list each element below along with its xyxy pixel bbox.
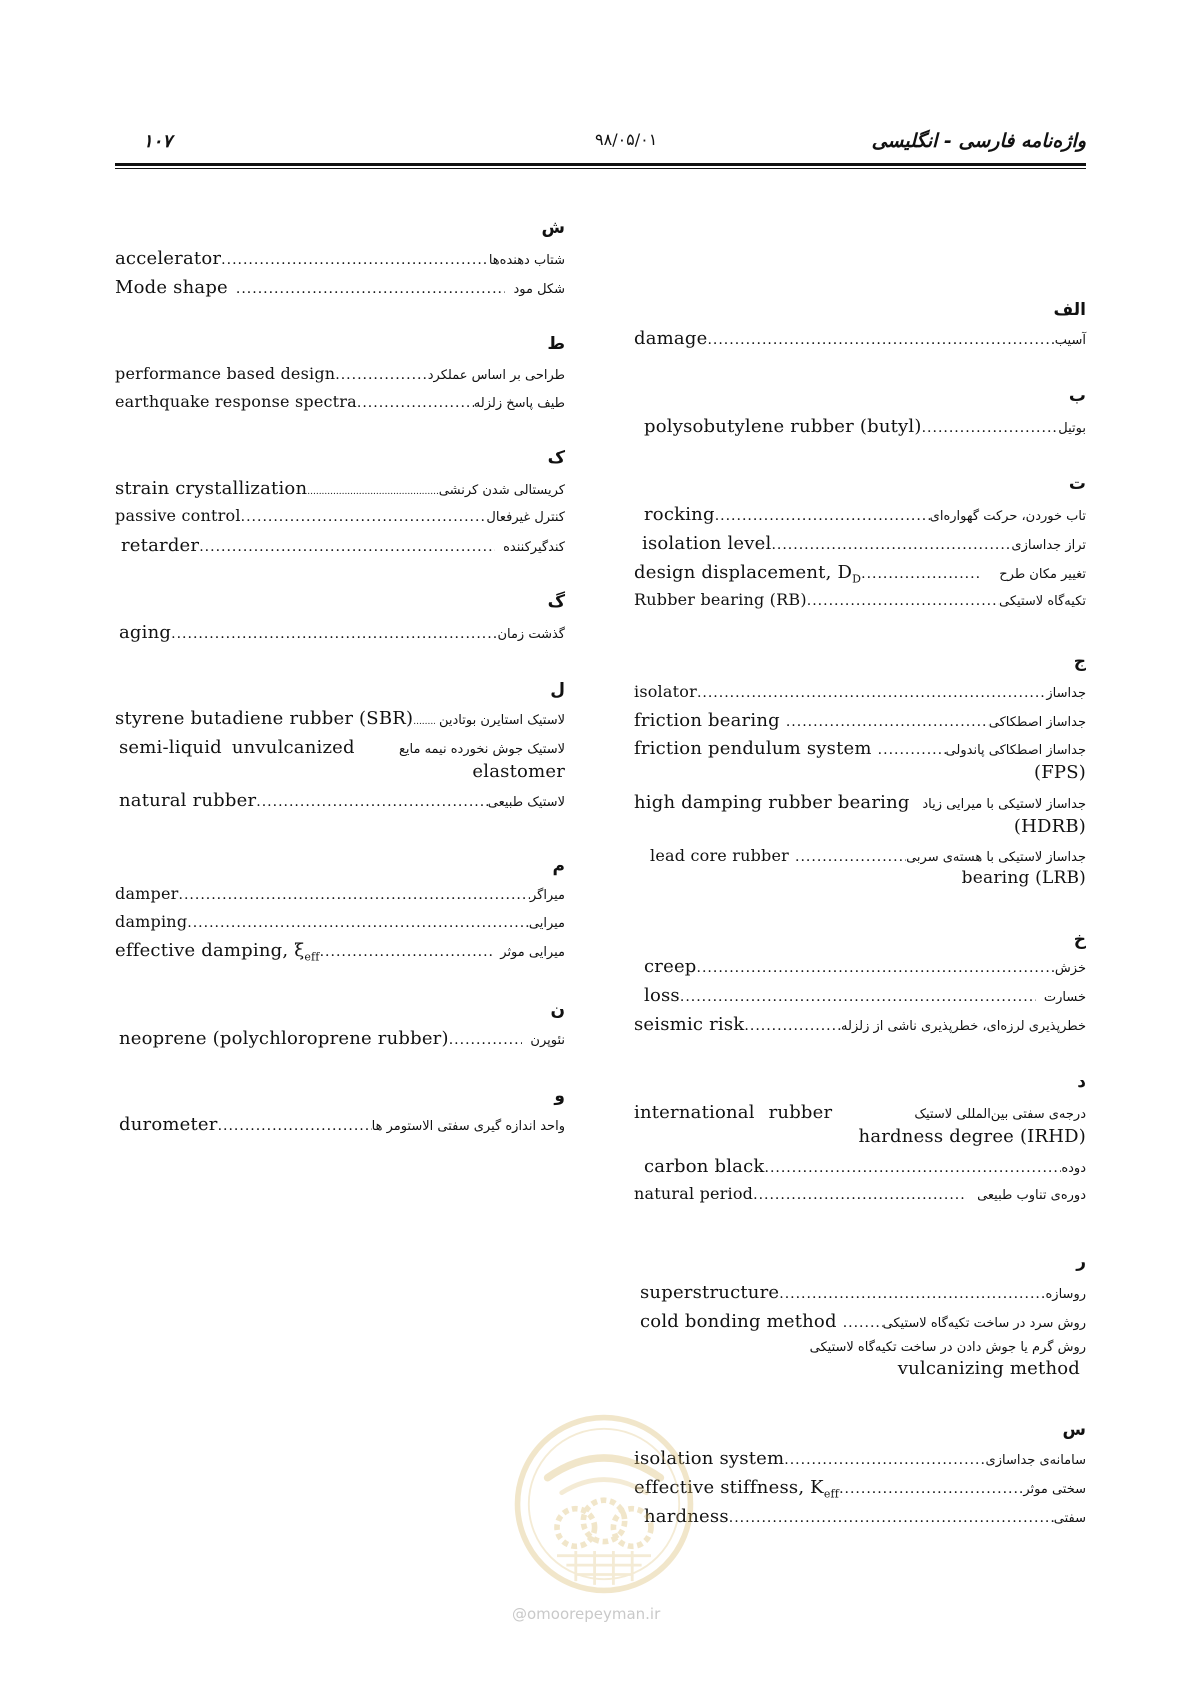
entry-persian: تراز جداسازی bbox=[1011, 538, 1086, 553]
leader-dots bbox=[807, 593, 999, 609]
entry-persian: خزش bbox=[1054, 961, 1086, 976]
entry-persian: لاستیک جوش نخورده نیمه مایع bbox=[398, 742, 565, 757]
entry-persian: طیف پاسخ زلزله bbox=[473, 396, 565, 411]
entry-english: natural rubber bbox=[119, 790, 257, 811]
entry-english: friction pendulum system bbox=[634, 738, 872, 759]
entry-english: earthquake response spectra bbox=[115, 392, 357, 411]
leader-dots bbox=[771, 537, 1011, 553]
entry-persian: درجه‌ی سفتی بین‌المللی لاستیک bbox=[914, 1107, 1086, 1122]
entry-persian: جداساز لاستیکی با هسته‌ی سربی bbox=[906, 850, 1086, 865]
glossary-entry bbox=[115, 884, 565, 903]
section-letter-be: ب bbox=[1068, 386, 1086, 406]
glossary-entry bbox=[115, 506, 565, 525]
entry-persian: تکیه‌گاه لاستیکی bbox=[999, 594, 1086, 609]
entry-english: natural period bbox=[634, 1184, 754, 1203]
header-rule-thin bbox=[115, 168, 1086, 169]
entry-persian: جداساز اصطکاکی bbox=[988, 715, 1086, 730]
leader-dots bbox=[307, 487, 439, 497]
entry-persian: واحد اندازه گیری سفتی الاستومر ها bbox=[371, 1119, 565, 1134]
glossary-entry bbox=[115, 708, 565, 729]
entry-english: friction bearing bbox=[634, 710, 780, 731]
entry-english: damping bbox=[115, 912, 188, 931]
entry-persian: سفتی bbox=[1053, 1511, 1086, 1526]
entry-english: styrene butadiene rubber (SBR) bbox=[115, 708, 414, 729]
section-letter-lam: ل bbox=[550, 680, 565, 700]
section-letter-re: ر bbox=[1076, 1252, 1086, 1272]
entry-english: accelerator bbox=[115, 248, 222, 269]
glossary-entry bbox=[115, 790, 565, 811]
leader-dots bbox=[221, 252, 489, 268]
glossary-entry bbox=[634, 533, 1086, 554]
leader-dots bbox=[753, 1187, 967, 1203]
entry-persian: کندگیرکننده bbox=[503, 540, 565, 555]
glossary-entry bbox=[634, 682, 1086, 701]
entry-english: Mode shape bbox=[115, 277, 228, 298]
entry-english: high damping rubber bearing bbox=[634, 792, 910, 813]
section-letter-kaf: ک bbox=[547, 448, 565, 468]
entry-persian: دوره‌ی تناوب طبیعی bbox=[977, 1188, 1086, 1203]
entry-persian: خسارت bbox=[1043, 990, 1086, 1005]
leader-dots bbox=[236, 281, 506, 297]
glossary-entry bbox=[634, 710, 1086, 731]
entry-english: superstructure bbox=[640, 1282, 780, 1303]
entry-persian: میرایی bbox=[528, 916, 565, 931]
glossary-entry bbox=[115, 1114, 565, 1135]
entry-english: durometer bbox=[119, 1114, 218, 1135]
glossary-entry bbox=[634, 1014, 1086, 1035]
entry-persian: شتاب دهنده‌ها bbox=[488, 253, 565, 268]
glossary-entry bbox=[634, 1102, 1086, 1147]
entry-persian: جداساز bbox=[1046, 686, 1086, 701]
entry-english bbox=[634, 562, 861, 586]
glossary-entry bbox=[115, 248, 565, 269]
glossary-entry bbox=[115, 737, 565, 782]
header-rule-thick bbox=[115, 163, 1086, 166]
entry-english: neoprene (polychloroprene rubber) bbox=[119, 1028, 449, 1049]
entry-persian: نئوپرن bbox=[530, 1033, 565, 1048]
glossary-entry bbox=[634, 738, 1086, 783]
leader-dots bbox=[715, 508, 930, 524]
glossary-entry bbox=[634, 1282, 1086, 1303]
entry-english-continued: bearing (LRB) bbox=[961, 868, 1086, 888]
entry-persian: سختی موثر bbox=[1023, 1482, 1086, 1497]
entry-persian: کنترل غیرفعال bbox=[486, 510, 565, 525]
leader-dots bbox=[861, 566, 979, 582]
entry-persian: کریستالی شدن کرنشی bbox=[438, 483, 565, 498]
entry-persian: بوتیل bbox=[1058, 421, 1086, 436]
entry-english-continued: (HDRB) bbox=[1013, 816, 1086, 837]
subscript: eff bbox=[823, 1487, 840, 1501]
leader-dots bbox=[707, 332, 1054, 348]
entry-english: seismic risk bbox=[634, 1014, 745, 1035]
glossary-entry bbox=[115, 622, 565, 643]
glossary-entry bbox=[115, 277, 565, 298]
watermark-url: @omoorepeyman.ir bbox=[512, 1605, 661, 1623]
leader-dots bbox=[320, 944, 493, 960]
subscript: eff bbox=[304, 950, 320, 964]
section-letter-vav: و bbox=[554, 1086, 565, 1106]
glossary-entry bbox=[115, 912, 565, 931]
entry-english-text: effective damping, ξ bbox=[115, 940, 305, 961]
entry-english: damage bbox=[634, 328, 708, 349]
entry-persian: سامانه‌ی جداسازی bbox=[985, 1453, 1086, 1468]
entry-english: aging bbox=[119, 622, 172, 643]
watermark-seal-icon bbox=[510, 1410, 698, 1598]
leader-dots bbox=[171, 626, 497, 642]
entry-english: creep bbox=[644, 956, 697, 977]
section-letter-te: ت bbox=[1068, 474, 1086, 494]
entry-persian: تغییر مکان طرح bbox=[999, 567, 1086, 582]
entry-english-text: effective stiffness, K bbox=[634, 1477, 824, 1498]
page-header bbox=[115, 125, 1086, 165]
leader-dots bbox=[795, 849, 906, 865]
glossary-entry bbox=[634, 846, 1086, 888]
section-letter-nun: ن bbox=[550, 1000, 565, 1020]
glossary-entry bbox=[634, 1477, 1086, 1501]
glossary-entry bbox=[634, 504, 1086, 525]
glossary-entry bbox=[115, 940, 565, 964]
leader-dots bbox=[241, 509, 487, 525]
leader-dots bbox=[335, 367, 427, 383]
leader-dots bbox=[449, 1032, 523, 1048]
running-title: واژه‌نامه فارسی - انگلیسی bbox=[871, 130, 1086, 152]
entry-persian: میرایی موثر bbox=[500, 945, 565, 960]
page-number: ۱۰۷ bbox=[143, 131, 173, 152]
glossary-entry bbox=[634, 1156, 1086, 1177]
leader-dots bbox=[843, 1315, 883, 1331]
leader-dots bbox=[729, 1510, 1054, 1526]
entry-english: semi-liquid unvulcanized bbox=[119, 737, 355, 758]
glossary-entry bbox=[634, 1311, 1086, 1332]
entry-persian: لاستیک استایرن بوتادین bbox=[439, 713, 565, 728]
header-date: ۹۸/۰۵/۰۱ bbox=[595, 130, 658, 149]
section-letter-shin: ش bbox=[541, 218, 565, 238]
entry-persian: روش سرد در ساخت تکیه‌گاه لاستیکی bbox=[882, 1316, 1086, 1331]
section-letter-khe: خ bbox=[1073, 930, 1086, 950]
entry-english-continued: elastomer bbox=[472, 761, 565, 782]
glossary-entry bbox=[634, 1448, 1086, 1469]
entry-english: polysobutylene rubber (butyl) bbox=[644, 416, 922, 437]
entry-english: strain crystallization bbox=[115, 478, 308, 499]
leader-dots bbox=[839, 1481, 1023, 1497]
entry-english: hardness bbox=[644, 1506, 729, 1527]
glossary-entry bbox=[634, 590, 1086, 609]
leader-dots bbox=[187, 915, 529, 931]
entry-persian: تاب خوردن، حرکت گهواره‌ای bbox=[929, 509, 1086, 524]
glossary-entry bbox=[634, 1184, 1086, 1203]
leader-dots bbox=[256, 794, 488, 810]
leader-dots bbox=[697, 685, 1046, 701]
entry-english: international rubber bbox=[634, 1102, 833, 1123]
glossary-entry bbox=[115, 1028, 565, 1049]
entry-english: lead core rubber bbox=[650, 846, 790, 865]
section-letter-jim: ج bbox=[1073, 652, 1086, 672]
entry-persian: آسیب bbox=[1054, 333, 1086, 348]
entry-english: loss bbox=[644, 985, 680, 1006]
entry-persian: روش گرم یا جوش دادن در ساخت تکیه‌گاه لاستیکی bbox=[809, 1340, 1086, 1355]
glossary-entry bbox=[634, 956, 1086, 977]
leader-dots bbox=[218, 1118, 372, 1134]
subscript: D bbox=[852, 572, 862, 586]
entry-english bbox=[115, 940, 320, 964]
leader-dots bbox=[744, 1018, 841, 1034]
entry-english: isolator bbox=[634, 682, 697, 701]
entry-english: carbon black bbox=[644, 1156, 765, 1177]
leader-dots bbox=[786, 714, 989, 730]
leader-dots bbox=[697, 960, 1055, 976]
entry-persian: لاستیک طبیعی bbox=[487, 795, 565, 810]
section-letter-alef: الف bbox=[1053, 300, 1086, 320]
leader-dots bbox=[878, 742, 946, 758]
section-letter-ta: ط bbox=[547, 334, 565, 354]
entry-persian: گذشت زمان bbox=[497, 627, 565, 642]
entry-english-continued: hardness degree (IRHD) bbox=[858, 1126, 1086, 1147]
entry-persian: روسازه bbox=[1045, 1287, 1086, 1302]
section-letter-dal: د bbox=[1077, 1072, 1086, 1092]
leader-dots bbox=[413, 717, 435, 727]
glossary-entry bbox=[115, 364, 565, 383]
entry-english: Rubber bearing (RB) bbox=[634, 590, 807, 609]
glossary-entry bbox=[634, 562, 1086, 586]
leader-dots bbox=[922, 420, 1059, 436]
entry-english-text: design displacement, D bbox=[634, 562, 853, 583]
glossary-entry bbox=[115, 478, 565, 499]
leader-dots bbox=[179, 887, 530, 903]
entry-persian: جداساز اصطکاکی پاندولی bbox=[945, 743, 1086, 758]
entry-english: cold bonding method bbox=[640, 1311, 837, 1332]
entry-persian: طراحی بر اساس عملکرد bbox=[427, 368, 565, 383]
entry-persian: دوده bbox=[1061, 1161, 1086, 1176]
leader-dots bbox=[765, 1160, 1062, 1176]
glossary-entry bbox=[634, 328, 1086, 349]
glossary-entry bbox=[115, 392, 565, 411]
glossary-entry bbox=[115, 535, 565, 556]
section-letter-mim: م bbox=[552, 856, 565, 876]
entry-english: isolation level bbox=[642, 533, 772, 554]
entry-english-continued: (FPS) bbox=[1034, 762, 1086, 783]
leader-dots bbox=[357, 395, 474, 411]
entry-english: vulcanizing method bbox=[897, 1358, 1080, 1379]
entry-english: isolation system bbox=[634, 1448, 785, 1469]
leader-dots bbox=[199, 539, 495, 555]
entry-english: performance based design bbox=[115, 364, 336, 383]
leader-dots bbox=[784, 1452, 985, 1468]
section-letter-sin: س bbox=[1062, 1420, 1086, 1440]
entry-english: passive control bbox=[115, 506, 241, 525]
glossary-entry bbox=[634, 1340, 1086, 1379]
entry-persian: خطرپذیری لرزه‌ای، خطرپذیری ناشی از زلزله bbox=[841, 1019, 1086, 1034]
leader-dots bbox=[680, 989, 1036, 1005]
leader-dots bbox=[779, 1286, 1045, 1302]
section-letter-gaf: گ bbox=[547, 592, 565, 612]
entry-persian: میراگر bbox=[529, 888, 565, 903]
entry-english: damper bbox=[115, 884, 179, 903]
entry-persian: شکل مود bbox=[513, 282, 565, 297]
glossary-entry bbox=[634, 792, 1086, 837]
glossary-entry bbox=[634, 985, 1086, 1006]
entry-english: retarder bbox=[121, 535, 200, 556]
entry-english: rocking bbox=[644, 504, 715, 525]
glossary-entry bbox=[634, 1506, 1086, 1527]
glossary-entry bbox=[634, 416, 1086, 437]
entry-persian: جداساز لاستیکی با میرایی زیاد bbox=[922, 797, 1086, 812]
